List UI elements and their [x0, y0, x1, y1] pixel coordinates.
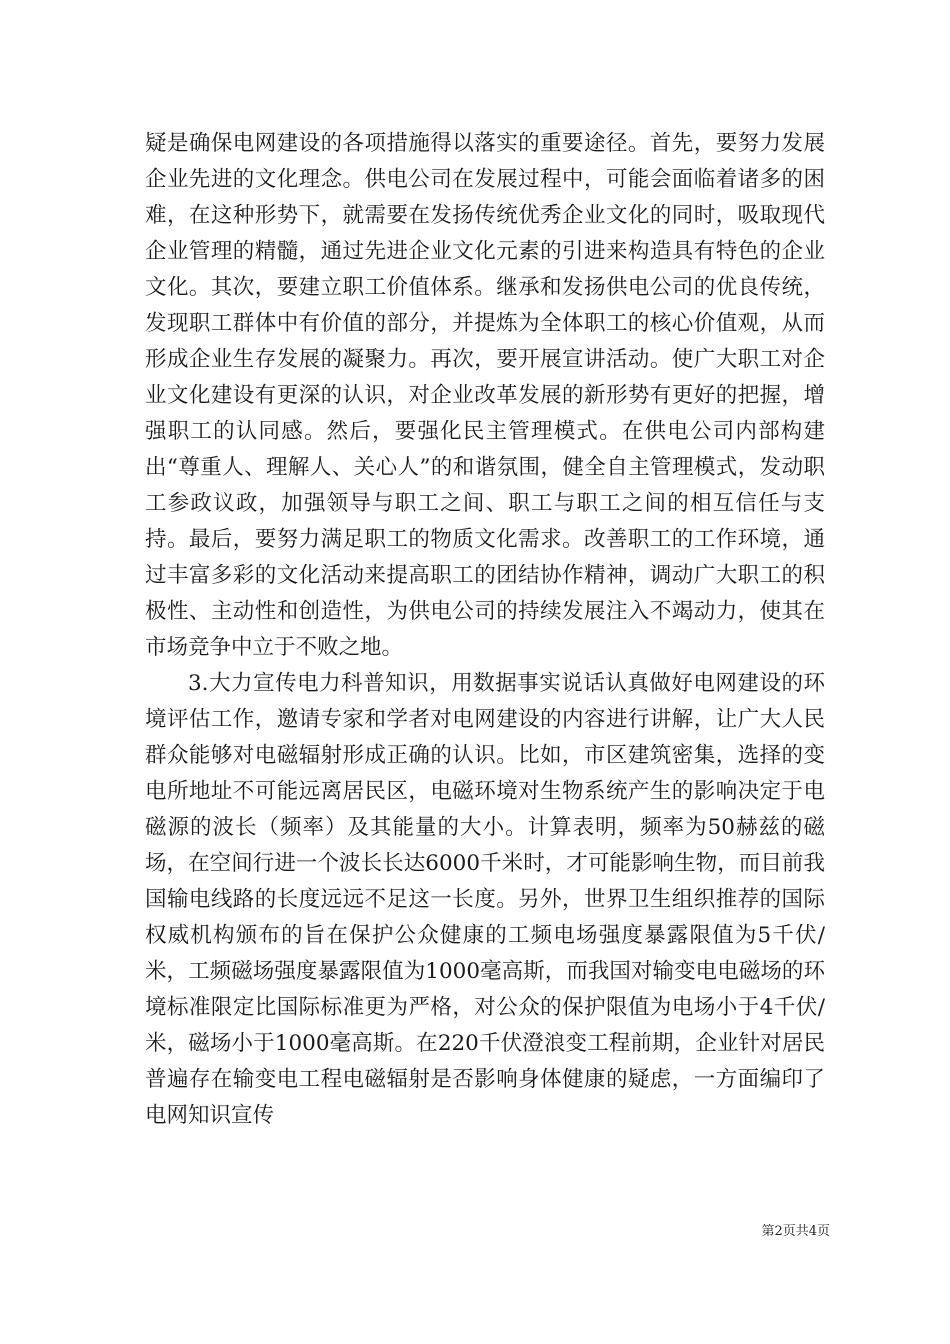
page-number: 第2页共4页 [761, 1224, 830, 1239]
paragraph-continuation: 疑是确保电网建设的各项措施得以落实的重要途径。首先，要努力发展企业先进的文化理念。供电公司在发展过程中，可能会面临着诸多的困难，在这种形势下，就需要在发扬传统优秀企业文化的同时，吸取现代企业管理的精髓，通过先进企业文化元素的引进来构造具有特色的企业文化。其次，要建立职工价值体系。继承和发扬供电公司的优良传统，发现职工群体中有价值的部分，并提炼为全体职工的核心价值观，从而形成企业生存发展的凝聚力。再次，要开展宣讲活动。使广大职工对企业文化建设有更深的认识，对企业改革发展的新形势有更好的把握，增强职工的认同感。然后，要强化民主管理模式。在供电公司内部构建出“尊重人、理解人、关心人”的和谐氛围，健全自主管理模式，发动职工参政议政，加强领导与职工之间、职工与职工之间的相互信任与支持。最后，要努力满足职工的物质文化需求。改善职工的工作环境，通过丰富多彩的文化活动来提高职工的团结协作精神，调动广大职工的积极性、主动性和创造性，为供电公司的持续发展注入不竭动力，使其在市场竞争中立于不败之地。 [145, 131, 825, 660]
document-body [145, 126, 825, 1134]
paragraph-item-3: 3.大力宣传电力科普知识，用数据事实说话认真做好电网建设的环境评估工作，邀请专家和学者对电网建设的内容进行讲解，让广大人民群众能够对电磁辐射形成正确的认识。比如，市区建筑密集，选择的变电所地址不可能远离居民区，电磁环境对生物系统产生的影响决定于电磁源的波长（频率）及其能量的大小。计算表明，频率为50赫兹的磁场，在空间行进一个波长长达6000千米时，才可能影响生物，而目前我国输电线路的长度远远不足这一长度。另外，世界卫生组织推荐的国际权威机构颁布的旨在保护公众健康的工频电场强度暴露限值为5千伏/米，工频磁场强度暴露限值为1000毫高斯，而我国对输变电电磁场的环境标准限定比国际标准更为严格，对公众的保护限值为电场小于4千伏/米，磁场小于1000毫高斯。在220千伏澄浪变工程前期，企业针对居民普遍存在输变电工程电磁辐射是否影响身体健康的疑虑，一方面编印了电网知识宣传 [145, 671, 825, 1128]
